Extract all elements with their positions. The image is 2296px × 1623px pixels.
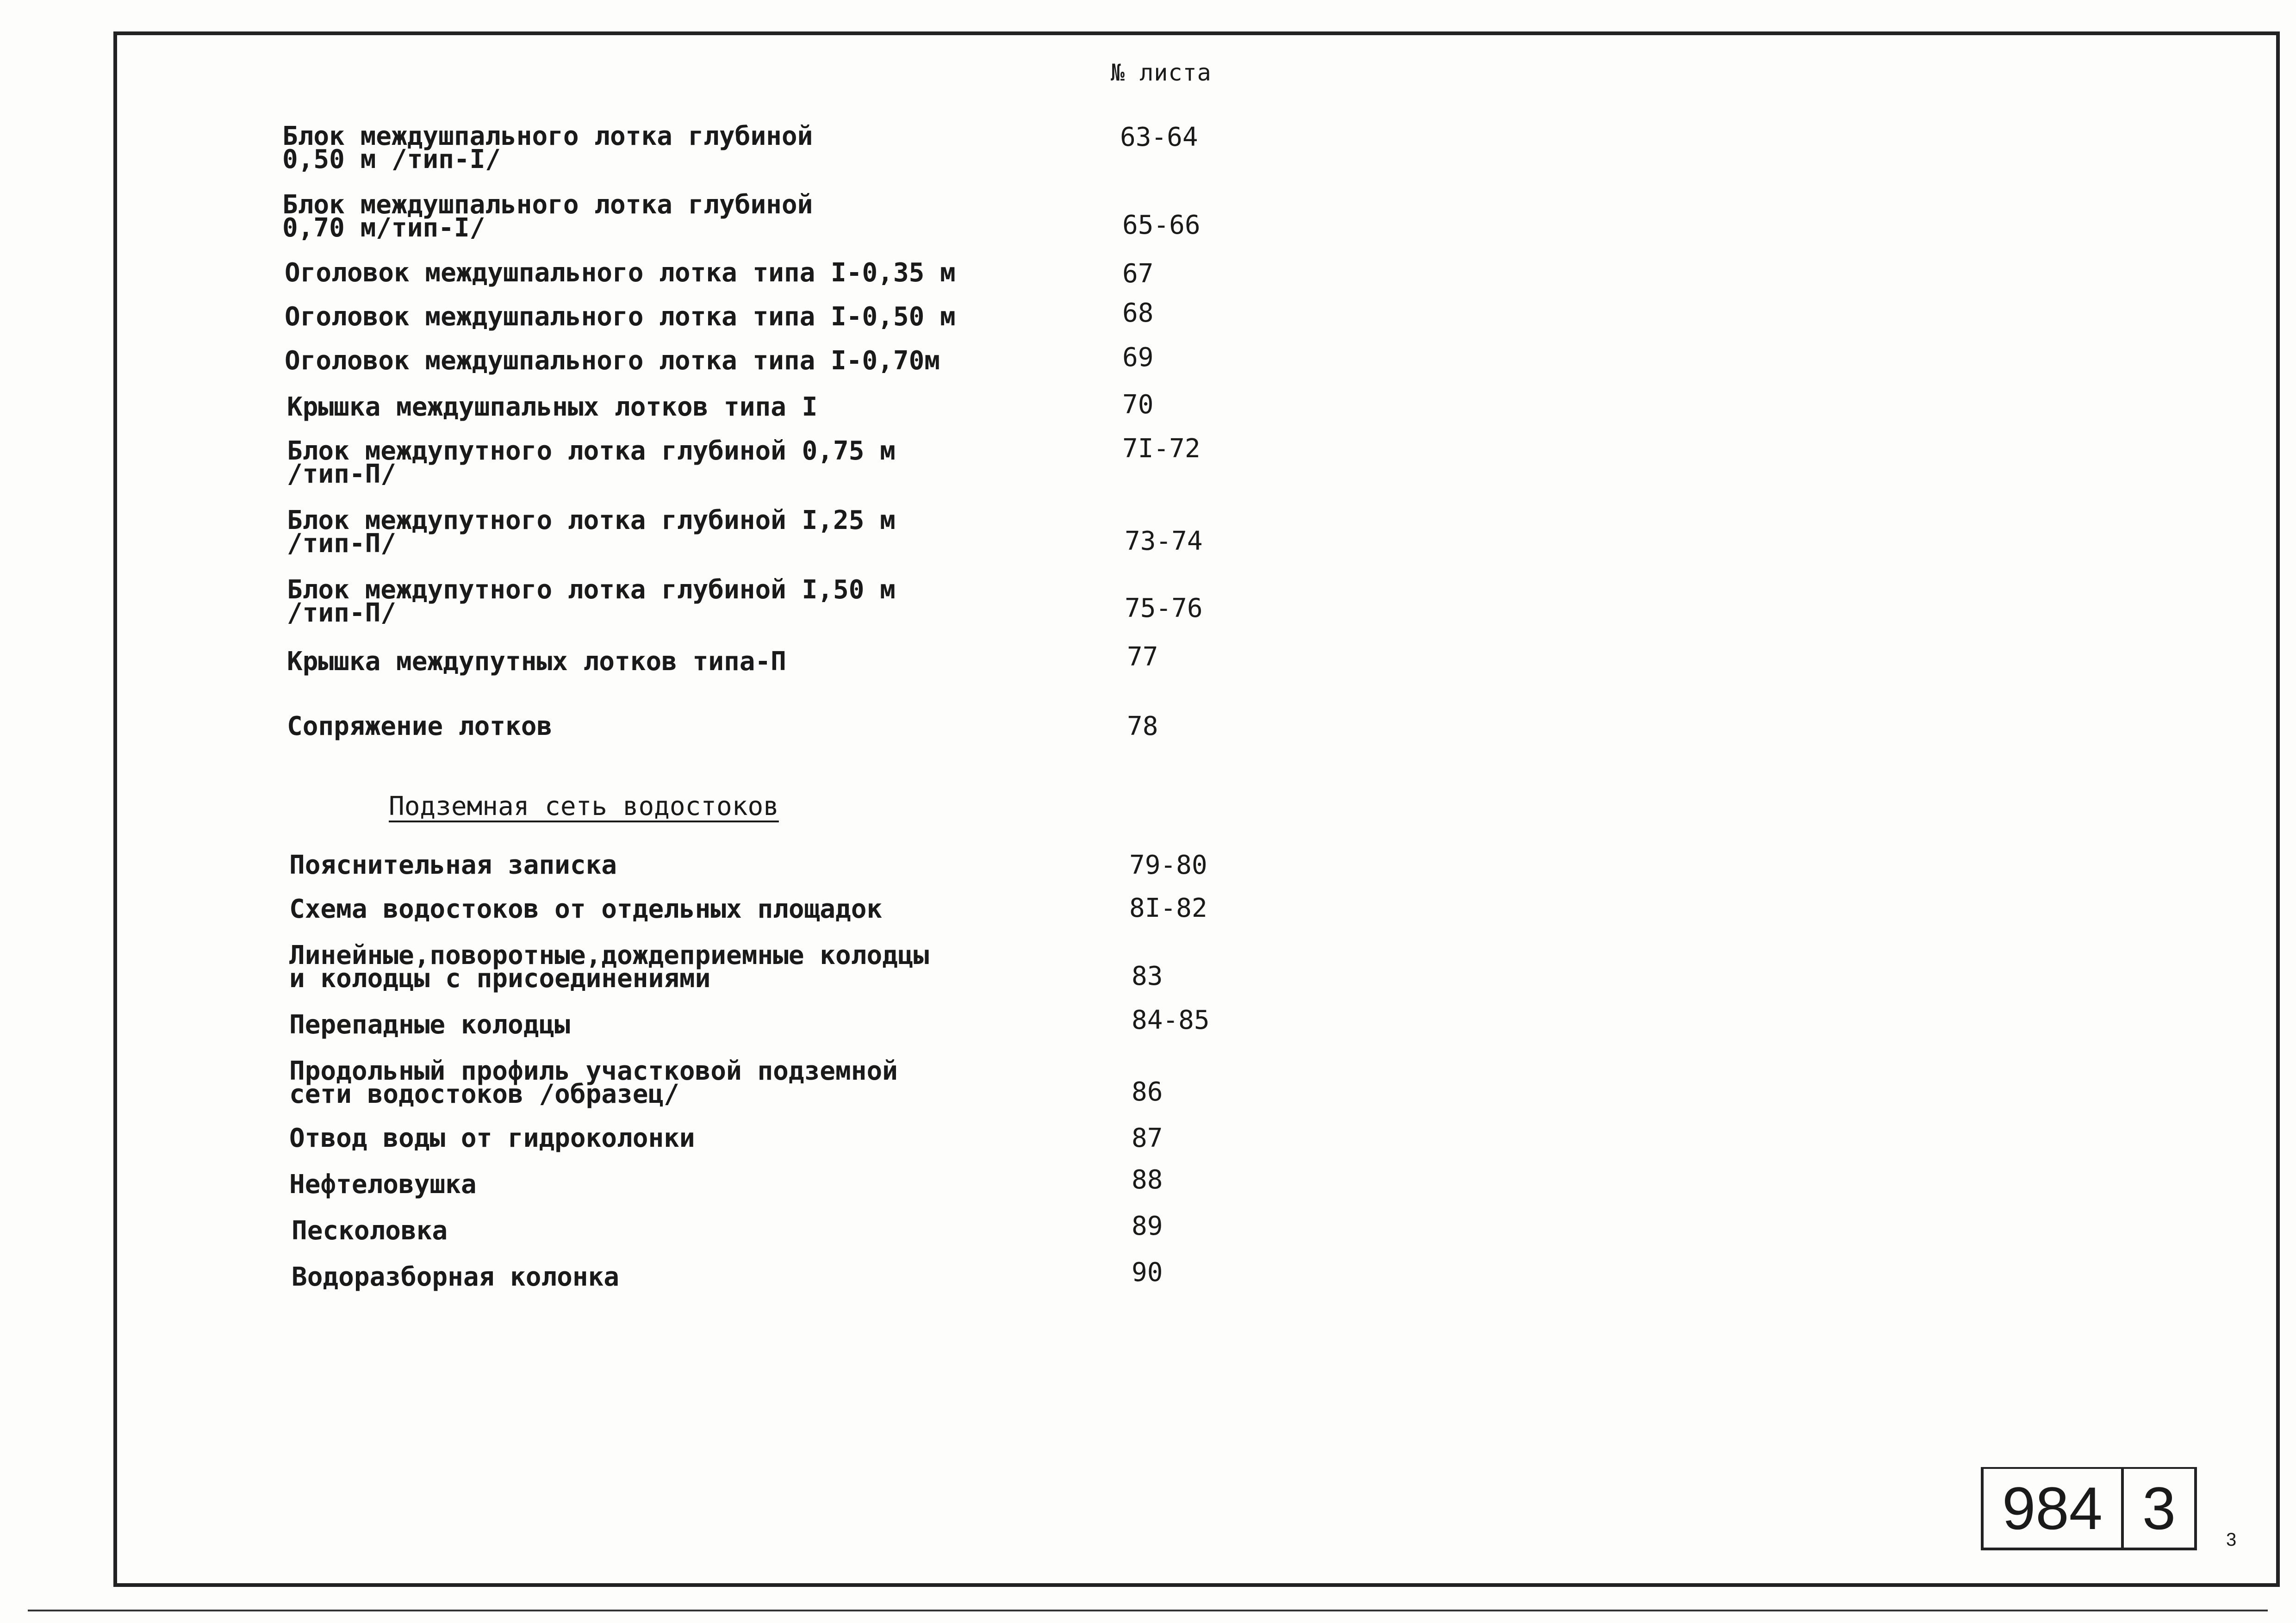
entry-sheet: 79-80 — [1129, 850, 1207, 880]
entry-sheet: 77 — [1127, 642, 1158, 672]
entry-sheet: 87 — [1132, 1123, 1163, 1153]
entry-sheet: 8I-82 — [1129, 893, 1207, 923]
entry-title: Оголовок междушпального лотка типа I-0,35 м — [285, 258, 956, 288]
entry-title: Оголовок междушпального лотка типа I-0,70м — [285, 346, 940, 376]
entry-sheet: 63-64 — [1120, 122, 1198, 152]
page-number: 3 — [2121, 1469, 2194, 1548]
section-heading: Подземная сеть водостоков — [389, 791, 779, 821]
entry-title: Блок междушпального лотка глубиной 0,50 м /тип-I/ — [282, 121, 813, 174]
entry-title: Блок междушпального лотка глубиной 0,70 м/тип-I/ — [282, 190, 813, 243]
entry-sheet: 68 — [1122, 298, 1154, 328]
entry-sheet: 70 — [1122, 390, 1154, 420]
entry-title: Линейные,поворотные,дождеприемные колодцы и колодцы с присоединениями — [289, 940, 929, 994]
entry-sheet: 84-85 — [1132, 1005, 1210, 1035]
entry-sheet: 67 — [1122, 259, 1154, 289]
title-block-stamp — [1981, 1467, 2197, 1550]
entry-title: Перепадные колодцы — [289, 1010, 570, 1040]
entry-title: Крышка междушпальных лотков типа I — [287, 392, 818, 422]
entry-title: Крышка междупутных лотков типа-П — [287, 647, 786, 677]
sheet-number-column-header: № листа — [1111, 59, 1212, 86]
entry-sheet: 78 — [1127, 711, 1158, 741]
entry-title: Блок междупутного лотка глубиной I,25 м /тип-П/ — [287, 505, 896, 559]
entry-title: Пояснительная записка — [289, 850, 617, 880]
entry-sheet: 65-66 — [1122, 210, 1201, 240]
entry-sheet: 90 — [1132, 1257, 1163, 1287]
entry-title: Схема водостоков от отдельных площадок — [289, 894, 883, 924]
entry-title: Блок междупутного лотка глубиной I,50 м /тип-П/ — [287, 575, 896, 628]
entry-title: Сопряжение лотков — [287, 711, 553, 741]
entry-sheet: 73-74 — [1125, 526, 1203, 556]
entry-sheet: 7I-72 — [1122, 434, 1201, 464]
entry-title: Отвод воды от гидроколонки — [289, 1123, 695, 1153]
entry-sheet: 69 — [1122, 342, 1154, 373]
entry-sheet: 86 — [1132, 1077, 1163, 1107]
page-subnumber: 3 — [2226, 1530, 2237, 1550]
entry-title: Продольный профиль участковой подземной сети водостоков /образец/ — [289, 1056, 898, 1109]
entry-title: Водоразборная колонка — [292, 1262, 620, 1292]
entry-title: Блок междупутного лотка глубиной 0,75 м /тип-П/ — [287, 436, 896, 489]
album-number: 984 — [2002, 1474, 2103, 1542]
bottom-rule — [28, 1610, 2268, 1611]
entry-title: Оголовок междушпального лотка типа I-0,50 м — [285, 302, 956, 332]
entry-sheet: 88 — [1132, 1165, 1163, 1195]
entry-sheet: 75-76 — [1125, 593, 1203, 623]
entry-sheet: 83 — [1132, 961, 1163, 991]
entry-sheet: 89 — [1132, 1211, 1163, 1241]
entry-title: Песколовка — [292, 1216, 448, 1246]
entry-title: Нефтеловушка — [289, 1169, 477, 1200]
